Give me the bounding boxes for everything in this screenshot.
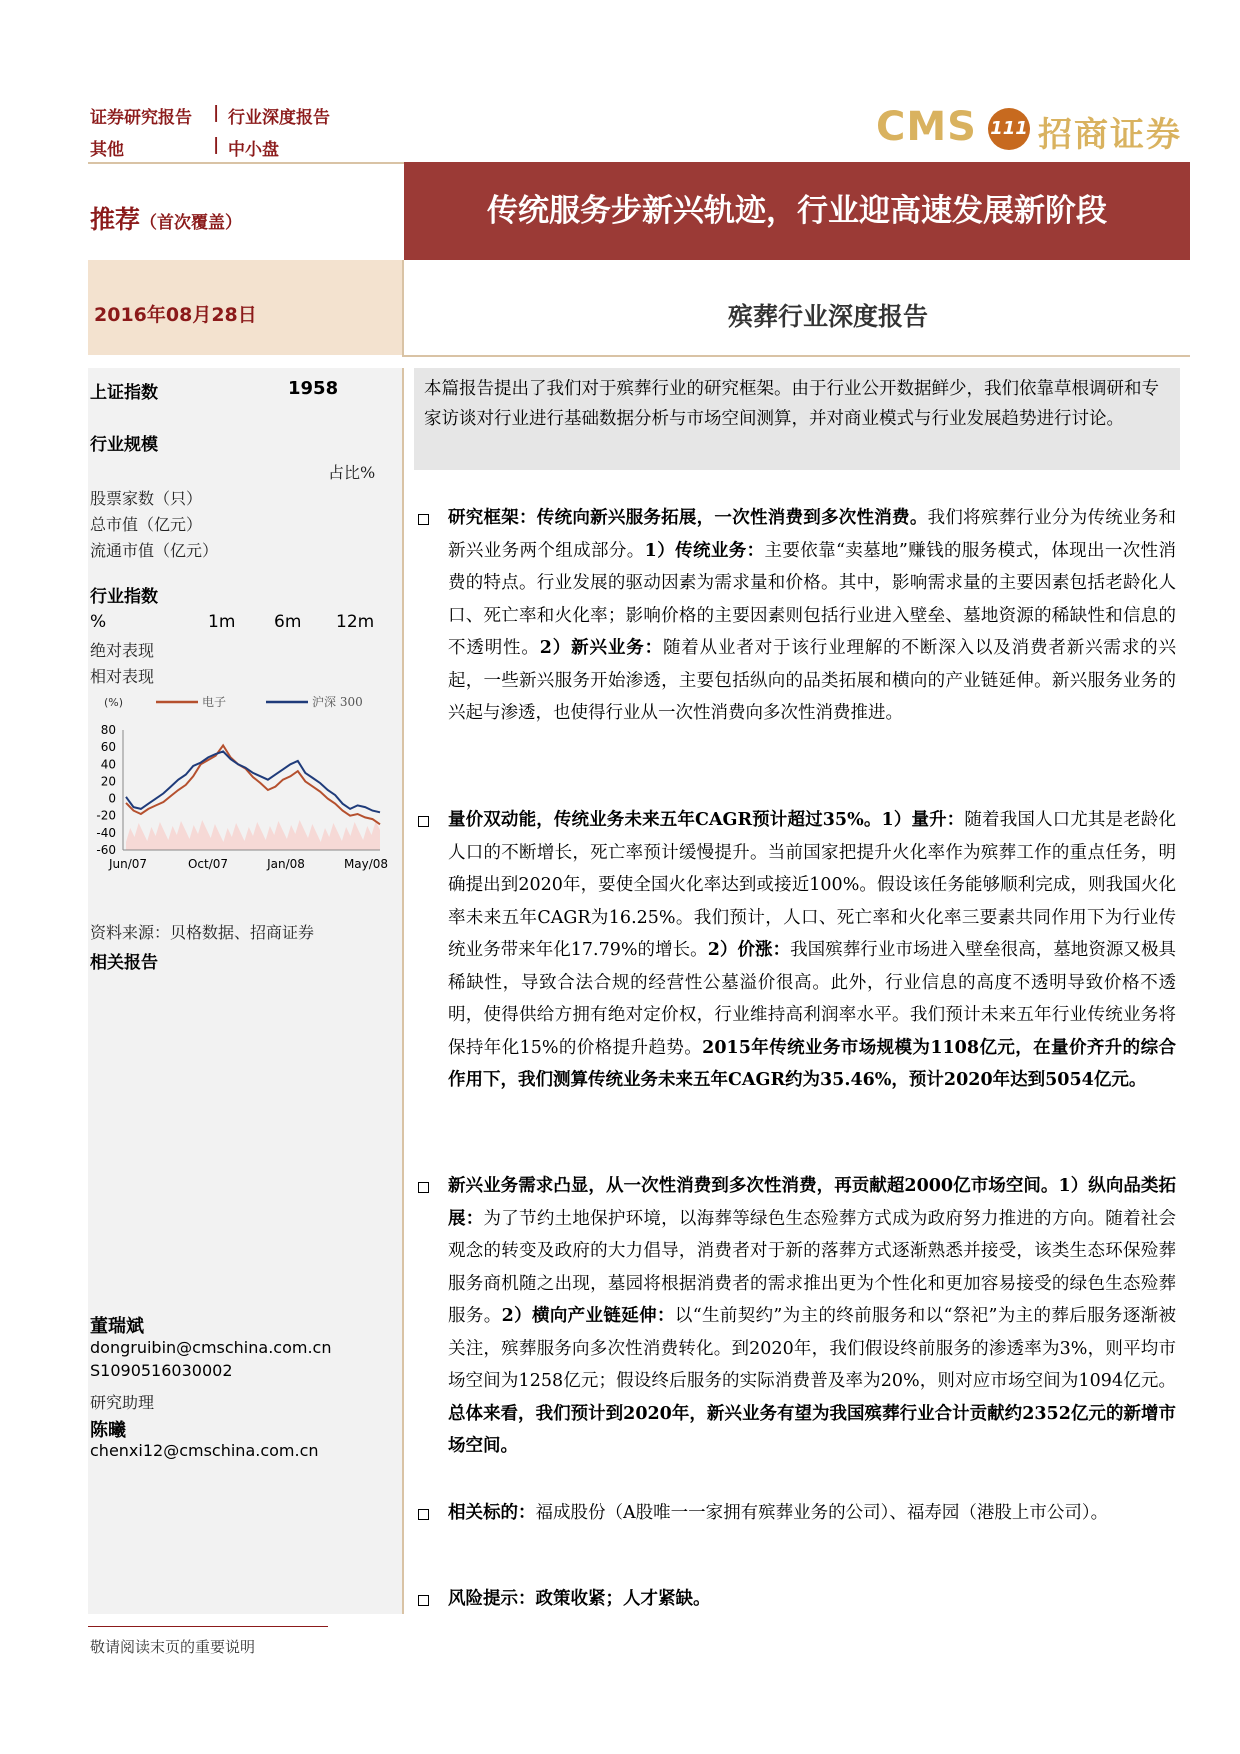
scale-row: 流通市值（亿元） (90, 541, 219, 560)
date-divider (402, 260, 404, 355)
bold-text: 1）传统业务： (644, 540, 765, 561)
analyst-id: S1090516030002 (90, 1361, 233, 1380)
rating-label: 推荐 (90, 205, 141, 234)
bullet-paragraph (448, 1497, 1176, 1530)
legend-label: 电子 (202, 695, 227, 709)
perf-unit: % (90, 612, 107, 632)
logo-chinese-name: 招商证券 (1038, 115, 1182, 155)
date-box (88, 260, 402, 355)
y-tick-label: -20 (96, 808, 116, 823)
bold-text: 新兴业务需求凸显，从一次性消费到多次性消费，再贡献超2000亿市场空间。1）纵向品类拓展： (448, 1176, 1176, 1229)
bullet-paragraph (448, 804, 1176, 1097)
rating-sub: （首次覆盖） (140, 213, 243, 233)
assistant-name: 陈曦 (90, 1420, 126, 1441)
y-tick-label: 20 (100, 774, 116, 789)
x-tick-label: Oct/07 (187, 857, 229, 871)
body-text: 随着从业者对于该行业理解的不断深入以及消费者新兴需求的兴起，一些新兴服务开始渗透，主要包括纵向的品类拓展和横向的产业链延伸。新兴服务业务的兴起与渗透，也使得行业从一次性消费向多次性消费推进。 (448, 638, 1176, 723)
bullet-icon (418, 1509, 429, 1520)
bold-text: 风险提示：政策收紧；人才紧缺。 (448, 1589, 711, 1609)
bullet-paragraph (448, 1170, 1176, 1463)
body-text: 为了节约土地保护环境，以海葬等绿色生态殓葬方式成为政府努力推进的方向。随着社会观念的转变及政府的大力倡导，消费者对于新的落葬方式逐渐熟悉并接受，该类生态环保殓葬服务商机随之出现，墓园将根据消费者的需求推出更为个性化和更加容易接受的绿色生态殓葬服务。 (448, 1208, 1177, 1326)
scale-label: 行业规模 (90, 435, 158, 455)
header-separator: | (213, 135, 220, 155)
industry-label: 其他 (90, 140, 124, 160)
body-text: 随着我国人口尤其是老龄化人口的不断增长，死亡率预计缓慢提升。当前国家把提升火化率作为殡葬工作的重点任务，明确提出到2020年，要使全国火化率达到或接近100%。假设该任务能够顺利完成，则我国火化率未来五年CAGR为16.25%。我们预计，人口、死亡率和火化率三要素共同作用下为行业传统业务带来年化17.79%的增长。 (448, 810, 1176, 960)
volume-area (126, 820, 380, 850)
index-value: 1958 (288, 378, 339, 399)
bold-text: 2）价涨： (707, 940, 791, 960)
footer-rule (88, 1626, 328, 1627)
body-text: 我国殡葬行业市场进入壁垒很高，墓地资源又极具稀缺性，导致合法合规的经营性公墓溢价很高。此外，行业信息的高度不透明导致价格不透明，使得供给方拥有绝对定价权，行业维持高利润率水平。我们预计未来五年行业传统业务将保持年化15%的价格提升趋势。 (448, 940, 1176, 1058)
footer-note: 敬请阅读末页的重要说明 (90, 1638, 256, 1656)
y-tick-label: 0 (108, 791, 116, 806)
bold-text: 2）横向产业链延伸： (501, 1306, 675, 1326)
x-tick-label: May/08 (343, 857, 388, 871)
bold-text: 总体来看，我们预计到2020年，新兴业务有望为我国殡葬行业合计贡献约2352亿元的新增市场空间。 (448, 1403, 1176, 1456)
report-subtitle: 殡葬行业深度报告 (728, 302, 929, 331)
logo-badge-icon: 111 (988, 108, 1030, 150)
series-line (126, 745, 380, 824)
bullet-icon (418, 1595, 429, 1606)
analyst-email: dongruibin@cmschina.com.cn (90, 1338, 332, 1357)
y-tick-label: 60 (100, 740, 116, 755)
market-cap-label: 中小盘 (228, 140, 279, 160)
share-label: 占比% (328, 463, 376, 482)
body-text: 主要依靠“卖墓地”赚钱的服务模式，体现出一次性消费的特点。行业发展的驱动因素为需求量和价格。其中，影响需求量的主要因素包括老龄化人口、死亡率和火化率；影响价格的主要因素则包括行业进入壁垒、墓地资源的稀缺性和信息的不透明性。 (448, 540, 1176, 658)
bold-text: 相关标的： (448, 1503, 536, 1523)
x-tick-label: Jan/08 (267, 857, 305, 871)
perf-col: 6m (274, 612, 302, 632)
perf-label: 行业指数 (90, 587, 158, 607)
scale-row: 总市值（亿元） (90, 515, 203, 534)
bullet-icon (418, 514, 429, 525)
assistant-email: chenxi12@cmschina.com.cn (90, 1441, 319, 1460)
y-tick-label: -60 (96, 843, 116, 857)
bullet-paragraph (448, 502, 1176, 730)
bullet-icon (418, 1182, 429, 1193)
chart-unit-label: (%) (104, 696, 124, 709)
report-category: 行业深度报告 (228, 108, 330, 128)
index-performance-chart (88, 690, 388, 880)
index-label: 上证指数 (90, 383, 158, 403)
chart-source: 资料来源：贝格数据、招商证券 (90, 923, 315, 942)
sidebar-divider (402, 368, 404, 1614)
perf-col: 12m (336, 612, 375, 632)
body-text: 以“生前契约”为主的终前服务和以“祭祀”为主的葬后服务逐渐被关注，殡葬服务向多次性消费转化。到2020年，我们假设终前服务的渗透率为3%，则平均市场空间为1258亿元；假设终后服务的实际消费普及率为20%，则对应市场空间为1094亿元。 (448, 1306, 1176, 1391)
subtitle-divider (402, 355, 1190, 357)
bold-text: 2015年传统业务市场规模为1108亿元，在量价齐升的综合作用下，我们测算传统业务未来五年CAGR约为35.46%，预计2020年达到5054亿元。 (448, 1037, 1176, 1090)
legend-label: 沪深 300 (312, 695, 363, 709)
y-tick-label: -40 (96, 825, 116, 840)
x-tick-label: Jun/07 (108, 857, 148, 871)
bold-text: 2）新兴业务： (539, 638, 663, 658)
y-tick-label: 40 (100, 757, 116, 772)
sidebar (88, 368, 402, 1614)
bold-text: 量价双动能，传统业务未来五年CAGR预计超过35%。1）量升： (448, 810, 965, 830)
header-separator: | (213, 103, 220, 123)
rating (90, 200, 242, 236)
series-line (126, 751, 380, 812)
report-type: 证券研究报告 (90, 108, 192, 128)
perf-col: 1m (208, 612, 236, 632)
perf-row: 绝对表现 (90, 641, 155, 660)
analyst-name: 董瑞斌 (90, 1316, 144, 1337)
scale-row: 股票家数（只） (90, 489, 203, 508)
y-tick-label: 80 (100, 723, 116, 737)
summary-box: 本篇报告提出了我们对于殡葬行业的研究框架。由于行业公开数据鲜少，我们依靠草根调研和专家访谈对行业进行基础数据分析与市场空间测算，并对商业模式与行业发展趋势进行讨论。 (414, 368, 1180, 470)
related-reports-label: 相关报告 (90, 953, 158, 973)
body-text: 福成股份（A股唯一一家拥有殡葬业务的公司）、福寿园（港股上市公司）。 (535, 1503, 1109, 1523)
report-title: 传统服务步新兴轨迹，行业迎高速发展新阶段 (404, 162, 1190, 260)
logo-text: CMS (876, 104, 977, 150)
bold-text: 研究框架：传统向新兴服务拓展，一次性消费到多次性消费。 (448, 508, 928, 528)
assistant-role: 研究助理 (90, 1393, 155, 1412)
perf-row: 相对表现 (90, 667, 155, 686)
bullet-paragraph (448, 1583, 1176, 1616)
bullet-icon (418, 816, 429, 827)
report-date: 2016年08月28日 (94, 304, 257, 326)
body-text: 我们将殡葬行业分为传统业务和新兴业务两个组成部分。 (448, 508, 1177, 561)
